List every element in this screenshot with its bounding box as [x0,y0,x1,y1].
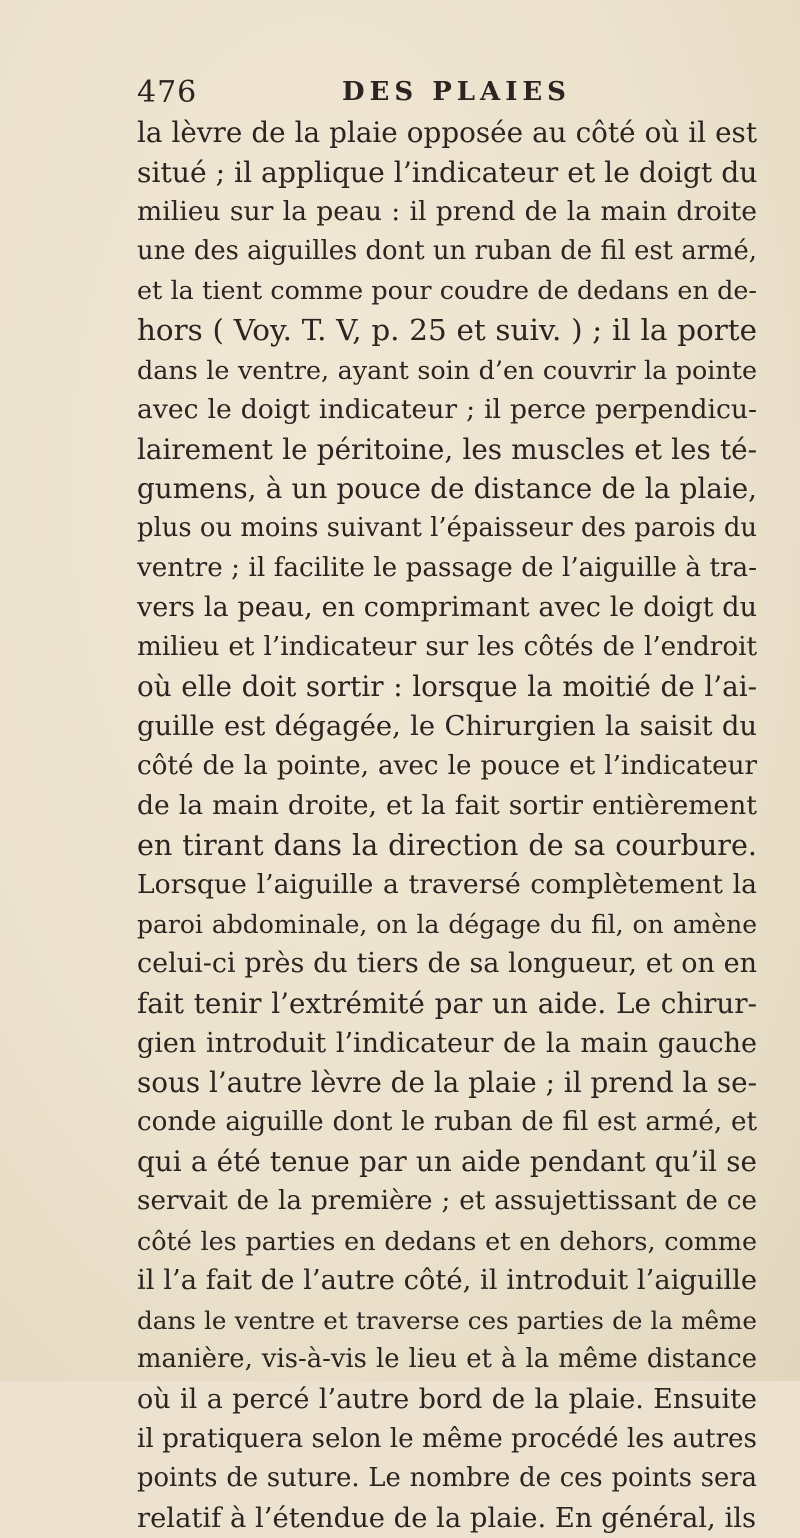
text-line: une des aiguilles dont un ruban de fil est armé, [137,235,757,266]
text-line: qui a été tenue par un aide pendant qu’il se [137,1145,757,1179]
running-title: DES PLAIES [342,77,571,107]
running-head [137,75,757,115]
text-line: situé ; il applique l’indicateur et le doigt du [137,155,757,189]
text-line: dans le ventre, ayant soin d’en couvrir la pointe [137,354,757,385]
text-line: hors ( Voy. T. V, p. 25 et suiv. ) ; il la porte [137,312,757,347]
text-line: dans le ventre et traverse ces parties de la même [137,1305,757,1335]
text-line: côté les parties en dedans et en dehors, comme [137,1225,757,1256]
text-line: Lorsque l’aiguille a traversé complètement la [137,869,757,901]
text-line: celui-ci près du tiers de sa longueur, et on en [137,948,757,980]
text-line: il l’a fait de l’autre côté, il introduit l’aiguille [137,1265,757,1297]
text-line: points de suture. Le nombre de ces points sera [137,1463,757,1494]
body-text [137,113,757,1538]
text-line: manière, vis-à-vis le lieu et à la même distance [137,1344,757,1375]
text-line: conde aiguille dont le ruban de fil est armé, et [137,1106,757,1137]
text-line: paroi abdominale, on la dégage du fil, on amène [137,909,757,939]
text-line: où il a percé l’autre bord de la plaie. Ensuite [137,1384,757,1415]
text-line: milieu et l’indicateur sur les côtés de l’endroit [137,631,757,662]
text-line: gien introduit l’indicateur de la main gauche [137,1027,757,1059]
text-line: plus ou moins suivant l’épaisseur des parois du [137,512,757,543]
text-line: côté de la pointe, avec le pouce et l’indicateur [137,750,757,781]
text-line: lairement le péritoine, les muscles et les té- [137,432,757,466]
text-line: servait de la première ; et assujettissant de ce [137,1186,757,1217]
text-line: où elle doit sortir : lorsque la moitié de l’ai- [137,670,757,704]
text-line: guille est dégagée, le Chirurgien la saisit du [137,710,757,742]
text-line: avec le doigt indicateur ; il perce perpendicu- [137,394,757,426]
page-number: 476 [137,75,198,110]
text-line: il pratiquera selon le même procédé les autres [137,1423,757,1454]
text-line: en tirant dans la direction de sa courbure. [137,827,757,862]
text-line: vers la peau, en comprimant avec le doigt du [137,592,757,624]
text-line: de la main droite, et la fait sortir entièrement [137,790,757,822]
text-line: fait tenir l’extrémité par un aide. Le chirur- [137,987,757,1021]
text-line: relatif à l’étendue de la plaie. En général, ils [137,1502,757,1534]
text-line: et la tient comme pour coudre de dedans en de- [137,275,757,306]
text-line: milieu sur la peau : il prend de la main droite [137,196,757,228]
text-line: ventre ; il facilite le passage de l’aiguille à tra- [137,552,757,583]
text-line: la lèvre de la plaie opposée au côté où il est [137,116,757,149]
text-line: gumens, à un pouce de distance de la plaie, [137,472,757,506]
text-line: sous l’autre lèvre de la plaie ; il prend la se- [137,1066,757,1100]
